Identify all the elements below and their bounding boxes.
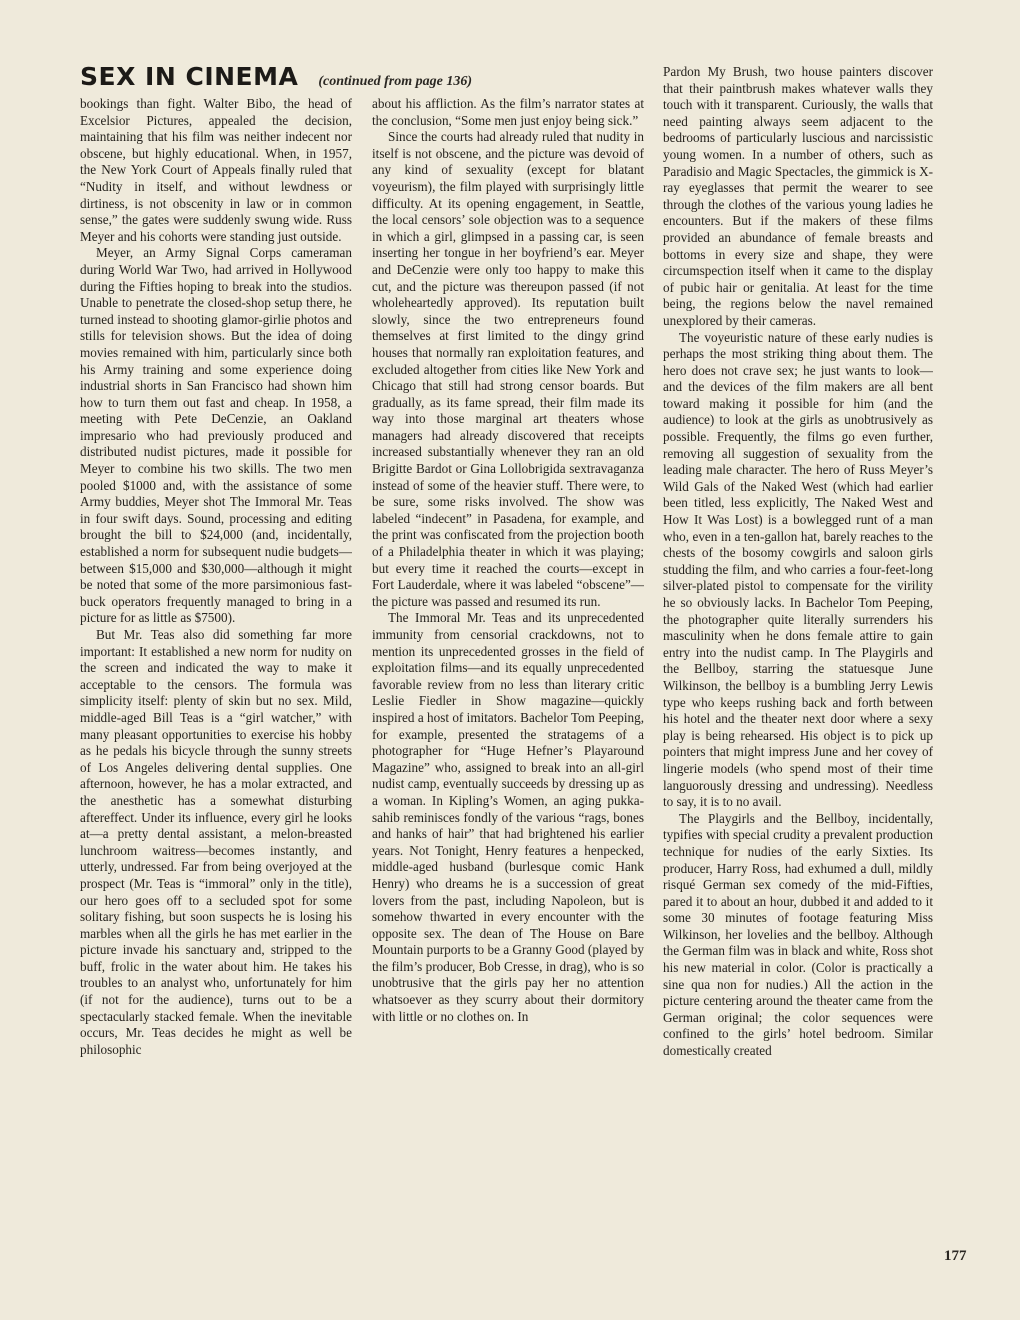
paragraph: The Immoral Mr. Teas and its unprecedented immunity from censorial crackdowns, not to mention its unprecedented grosses in the field of exploitation films—and its equally unprecedented favorable review from no less than literary critic Leslie Fiedler in Show magazine—quickly inspired a host of imitators. Bachelor Tom Peeping, for example, presented the stratagems of a photographer for “Huge Hefner’s Playaround Magazine” who, assigned to break into an all-girl nudist camp, eventually succeeds by dressing up as a woman. In Kipling’s Women, an aging pukka-sahib reminisces fondly of the various “rags, bones and hanks of hair” that had brightened his earlier years. Not Tonight, Henry features a henpecked, middle-aged husband (burlesque comic Hank Henry) who dreams he is a succession of great lovers from the past, including Napoleon, but is somehow thwarted in every encounter with the opposite sex. The dean of The House on Bare Mountain purports to be a Granny Good (played by the film’s producer, Bob Cresse, in drag), who is so unobtrusive that the girls pay her no attention whatsoever as they scurry about their dormitory with little or no clothes on. In <box>372 610 644 1024</box>
continued-note: (continued from page 136) <box>318 74 472 89</box>
text-column-3 <box>663 64 933 1266</box>
paragraph: The Playgirls and the Bellboy, incidentally, typifies with special crudity a prevalent production technique for nudies of the early Sixties. Its producer, Harry Ross, had exhumed a dull, mildly risqué German sex comedy of the mid-Fifties, pared it to about an hour, dubbed it and added to it some 30 minutes of footage featuring Miss Wilkinson, her lovelies and the bellboy. Although the German film was in black and white, Ross shot his new material in color. (Color is practically a sine qua non for nudies.) All the action in the picture centering around the theater came from the German original; the color sequences were confined to the girls’ hotel bedroom. Similar domestically created <box>663 810 933 1059</box>
paragraph: about his affliction. As the film’s narrator states at the conclusion, “Some men just enjoy being sick.” <box>372 96 644 128</box>
paragraph: Pardon My Brush, two house painters discover that their paintbrush makes whatever walls they touch with it transparent. Curiously, the walls that need painting always seem adjacent to the bedrooms of particularly luscious and narcissistic young women. In a number of others, such as Paradisio and Magic Spectacles, the gimmick is X-ray eyeglasses that permit the wearer to see through the clothes of the various young ladies he encounters. But if the makers of these films provided an abundance of female breasts and bottoms in every size and shape, they were circumspection itself when it came to the display of pubic hair or genitalia. At least for the time being, the regions below the navel remained unexplored by their cameras. <box>663 64 933 328</box>
paragraph: bookings than fight. Walter Bibo, the head of Excelsior Pictures, appealed the decision, maintaining that his film was neither indecent nor obscene, but highly educational. When, in 1957, the New York Court of Appeals finally ruled that “Nudity in itself, and without lewdness or dirtiness, is not obscenity in law or in common sense,” the gates were suddenly swung wide. Russ Meyer and his cohorts were standing just outside. <box>80 96 352 244</box>
article-title: SEX IN CINEMA <box>80 62 299 91</box>
page-number: 177 <box>944 1248 967 1264</box>
article-header <box>80 62 640 96</box>
paragraph: But Mr. Teas also did something far more important: It established a new norm for nudity on the screen and indicated the way to make it acceptable to the censors. The formula was simplicity itself: plenty of skin but no sex. Mild, middle-aged Bill Teas is a “girl watcher,” with many pleasant opportunities to exercise his hobby as he pedals his bicycle through the sunny streets of Los Angeles delivering dental supplies. One afternoon, however, he has a molar extracted, and the anesthetic has a somewhat disturbing aftereffect. Under its influence, every girl he looks at—a pretty dental assistant, a melon-breasted lunchroom waitress—becomes instantly, and utterly, undressed. Far from being overjoyed at the prospect (Mr. Teas is “immoral” only in the title), our hero goes off to a secluded spot for some solitary fishing, but soon suspects he is losing his marbles when all the girls he has met earlier in the picture invade his sanctuary and, stripped to the buff, frolic in the water about him. He takes his troubles to an analyst who, unfortunately for him (if not for the audience), turns out to be a spectacularly stacked female. When the inevitable occurs, Mr. Teas decides he might as well be philosophic <box>80 627 352 1057</box>
paragraph: Meyer, an Army Signal Corps cameraman during World War Two, had arrived in Hollywood during the Fifties hoping to break into the studios. Unable to penetrate the closed-shop setup there, he turned instead to shooting glamor-girlie photos and stills for television shows. But the idea of doing movies remained with him, particularly since both his Army training and some experience doing industrial shorts in San Francisco had shown him how to turn them out fast and cheap. In 1958, a meeting with Pete DeCenzie, an Oakland impresario who had previously produced and distributed nudist pictures, made it possible for Meyer to combine his two skills. The two men pooled $1000 and, with the assistance of some Army buddies, Meyer shot The Immoral Mr. Teas in four swift days. Sound, processing and editing brought the bill to $24,000 (and, incidentally, established a norm for subsequent nudie budgets—between $15,000 and $30,000—although it might be noted that some of the more parsimonious fast-buck operators frequently managed to bring in a picture for as little as $7500). <box>80 245 352 626</box>
text-column-2 <box>372 96 644 1266</box>
paragraph: Since the courts had already ruled that nudity in itself is not obscene, and the picture was devoid of any kind of sexuality (except for blatant voyeurism), the film played with surprisingly little difficulty. At its opening engagement, in Seattle, the local censors’ sole objection was to a sequence in which a girl, glimpsed in a passing car, is seen inserting her tongue in her boyfriend’s ear. Meyer and DeCenzie were only too happy to make this cut, and the picture was thereupon passed (if not wholeheartedly approved). Its reputation built slowly, since the two entrepreneurs found themselves at first limited to the dingy grind houses that normally ran exploitation features, and excluded altogether from cities like New York and Chicago that still had strong censor boards. But gradually, as its fame spread, their film made its way into those marginal art theaters whose managers had already discovered that receipts increased substantially whenever they ran an old Brigitte Bardot or Gina Lollobrigida sextravaganza instead of some of the heavier stuff. There were, to be sure, some risks involved. The show was labeled “indecent” in Pasadena, for example, and the print was confiscated from the projection booth of a Philadelphia theater in which it was playing; but every time it reached the courts—except in Fort Lauderdale, where it was labeled “obscene”—the picture was passed and resumed its run. <box>372 129 644 609</box>
paragraph: The voyeuristic nature of these early nudies is perhaps the most striking thing about them. The hero does not crave sex; he just wants to look—and the devices of the film makers are all bent toward making it possible for him (and the audience) to look at the girls as unobtrusively as possible. Frequently, the films go even further, removing all suggestion of sexuality from the leading male character. The hero of Russ Meyer’s Wild Gals of the Naked West (which had earlier been titled, less explicitly, The Naked West and How It Was Lost) is a bowlegged runt of a man who, even in a ten-gallon hat, barely reaches to the chests of the bosomy cowgirls and saloon girls studding the film, and who carries a four-feet-long silver-plated pistol to compensate for the virility he so obviously lacks. In Bachelor Tom Peeping, the photographer quite literally surrenders his masculinity when he dons female attire to gain entry into the nudist camp. In The Playgirls and the Bellboy, starring the statuesque June Wilkinson, the bellboy is a bumbling Jerry Lewis type who keeps rushing back and forth between his hotel and the theater next door where a sexy play is being rehearsed. His object is to pick up pointers that might impress June and her covey of lingerie models (who spend most of their time languorously dressing and undressing). Needless to say, it is to no avail. <box>663 329 933 810</box>
text-column-1 <box>80 96 352 1266</box>
